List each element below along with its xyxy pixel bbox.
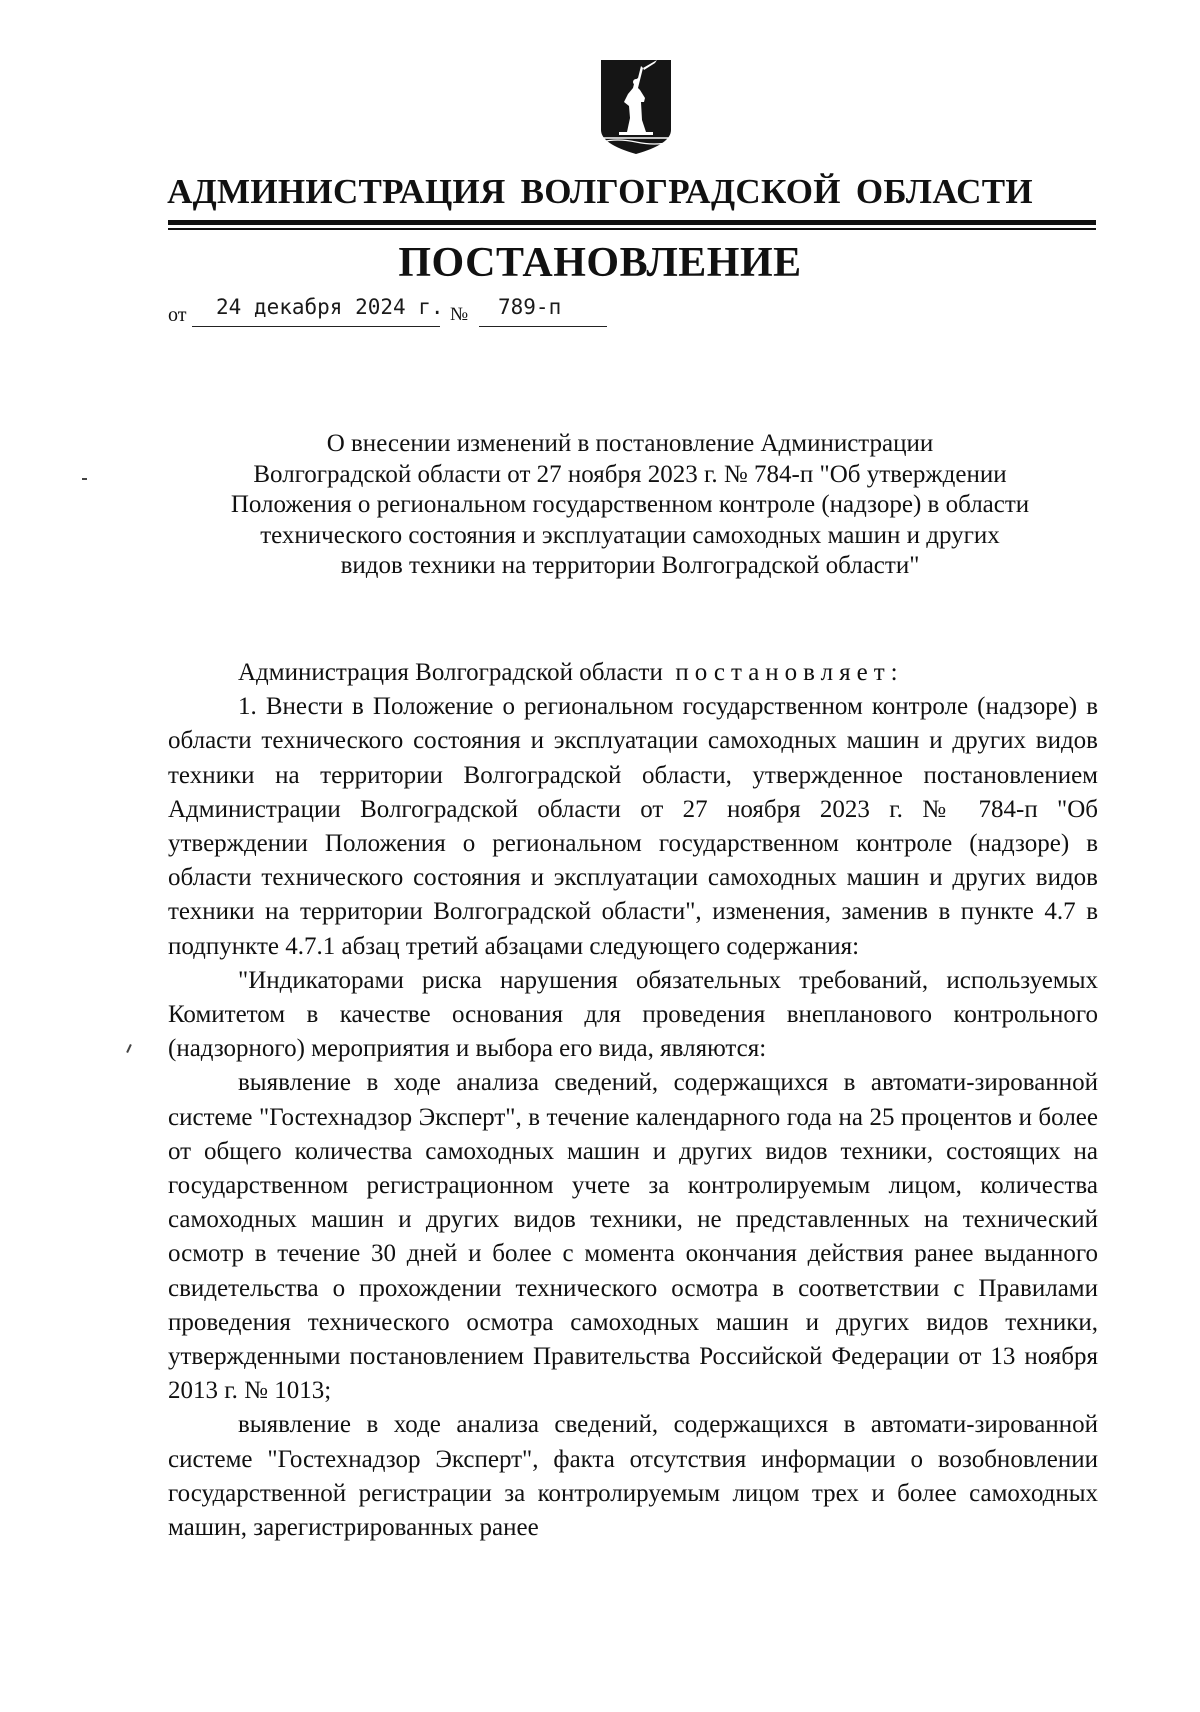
number-label: № (450, 304, 469, 325)
preamble (168, 656, 1098, 690)
scan-speck (126, 1044, 132, 1053)
document-type-title: ПОСТАНОВЛЕНИЕ (398, 240, 802, 286)
body-paragraph: выявление в ходе анализа сведений, содержащихся в автомати-зированной системе "Гостехнадзор Эксперт", факта отсутствия информации о возобновлении государственной регистрации за контролируемым лицом трех и более самоходных машин, зарегистрированных ранее (168, 1411, 1098, 1542)
body-paragraph: "Индикаторами риска нарушения обязательных требований, используемых Комитетом в качестве основания для проведения внепланового контрольного (надзорного) мероприятия и выбора его вида, являются: (168, 966, 1098, 1063)
organization-title: АДМИНИСТРАЦИЯ ВОЛГОГРАДСКОЙ ОБЛАСТИ (167, 172, 1033, 211)
number-underline (479, 326, 607, 327)
date-value: 24 декабря 2024 г. (216, 295, 444, 319)
subject-line: Положения о региональном государственном контроле (надзоре) в области (230, 491, 1030, 519)
date-underline (192, 326, 440, 327)
header-rule-thin (168, 228, 1096, 230)
subject-line: О внесении изменений в постановление Администрации (326, 430, 934, 457)
volgograd-emblem-icon (597, 58, 675, 156)
preamble-verb: постановляет: (675, 659, 904, 686)
registration-line (168, 290, 668, 330)
preamble-text: Администрация Волгоградской области (238, 659, 663, 686)
header-rule-thick (168, 220, 1096, 225)
subject-line: Волгоградской области от 27 ноября 2023 г. № 784-п "Об утверждении (253, 460, 1007, 488)
date-label: от (168, 304, 187, 326)
body-paragraph: 1. Внести в Положение о региональном государственном контроле (надзоре) в области технического состояния и эксплуатации самоходных машин и других видов техники на территории Волгоградской области, утвержденное постановлением Администрации Волгоградской области от 27 ноября 2023 г. № 784-п "Об утверждении Положения о региональном государственном контроле (надзоре) в области технического состояния и эксплуатации самоходных машин и других видов техники на территории Волгоградской области", изменения, заменив в пункте 4.7 в подпункте 4.7.1 абзац третий абзацами следующего содержания: (168, 693, 1098, 960)
scan-speck (82, 478, 87, 480)
body-paragraph: выявление в ходе анализа сведений, содержащихся в автомати-зированной системе "Гостехнадзор Эксперт", в течение календарного года на 25 процентов и более от общего количества самоходных машин и других видов техники, состоящих на государственном регистрационном учете за контролируемым лицом, количества самоходных машин и других видов техники, не представленных на технический осмотр в течение 30 дней и более с момента окончания действия ранее выданного свидетельства о прохождении технического осмотра в соответствии с Правилами проведения технического осмотра самоходных машин и других видов техники, утвержденными постановлением Правительства Российской Федерации от 13 ноября 2013 г. № 1013; (168, 1069, 1098, 1405)
number-value: 789-п (498, 295, 562, 319)
document-body (168, 656, 1098, 1545)
subject-line: видов техники на территории Волгоградской области" (340, 552, 920, 580)
subject-line: технического состояния и эксплуатации самоходных машин и других (260, 521, 1000, 549)
document-subject (160, 429, 1100, 582)
